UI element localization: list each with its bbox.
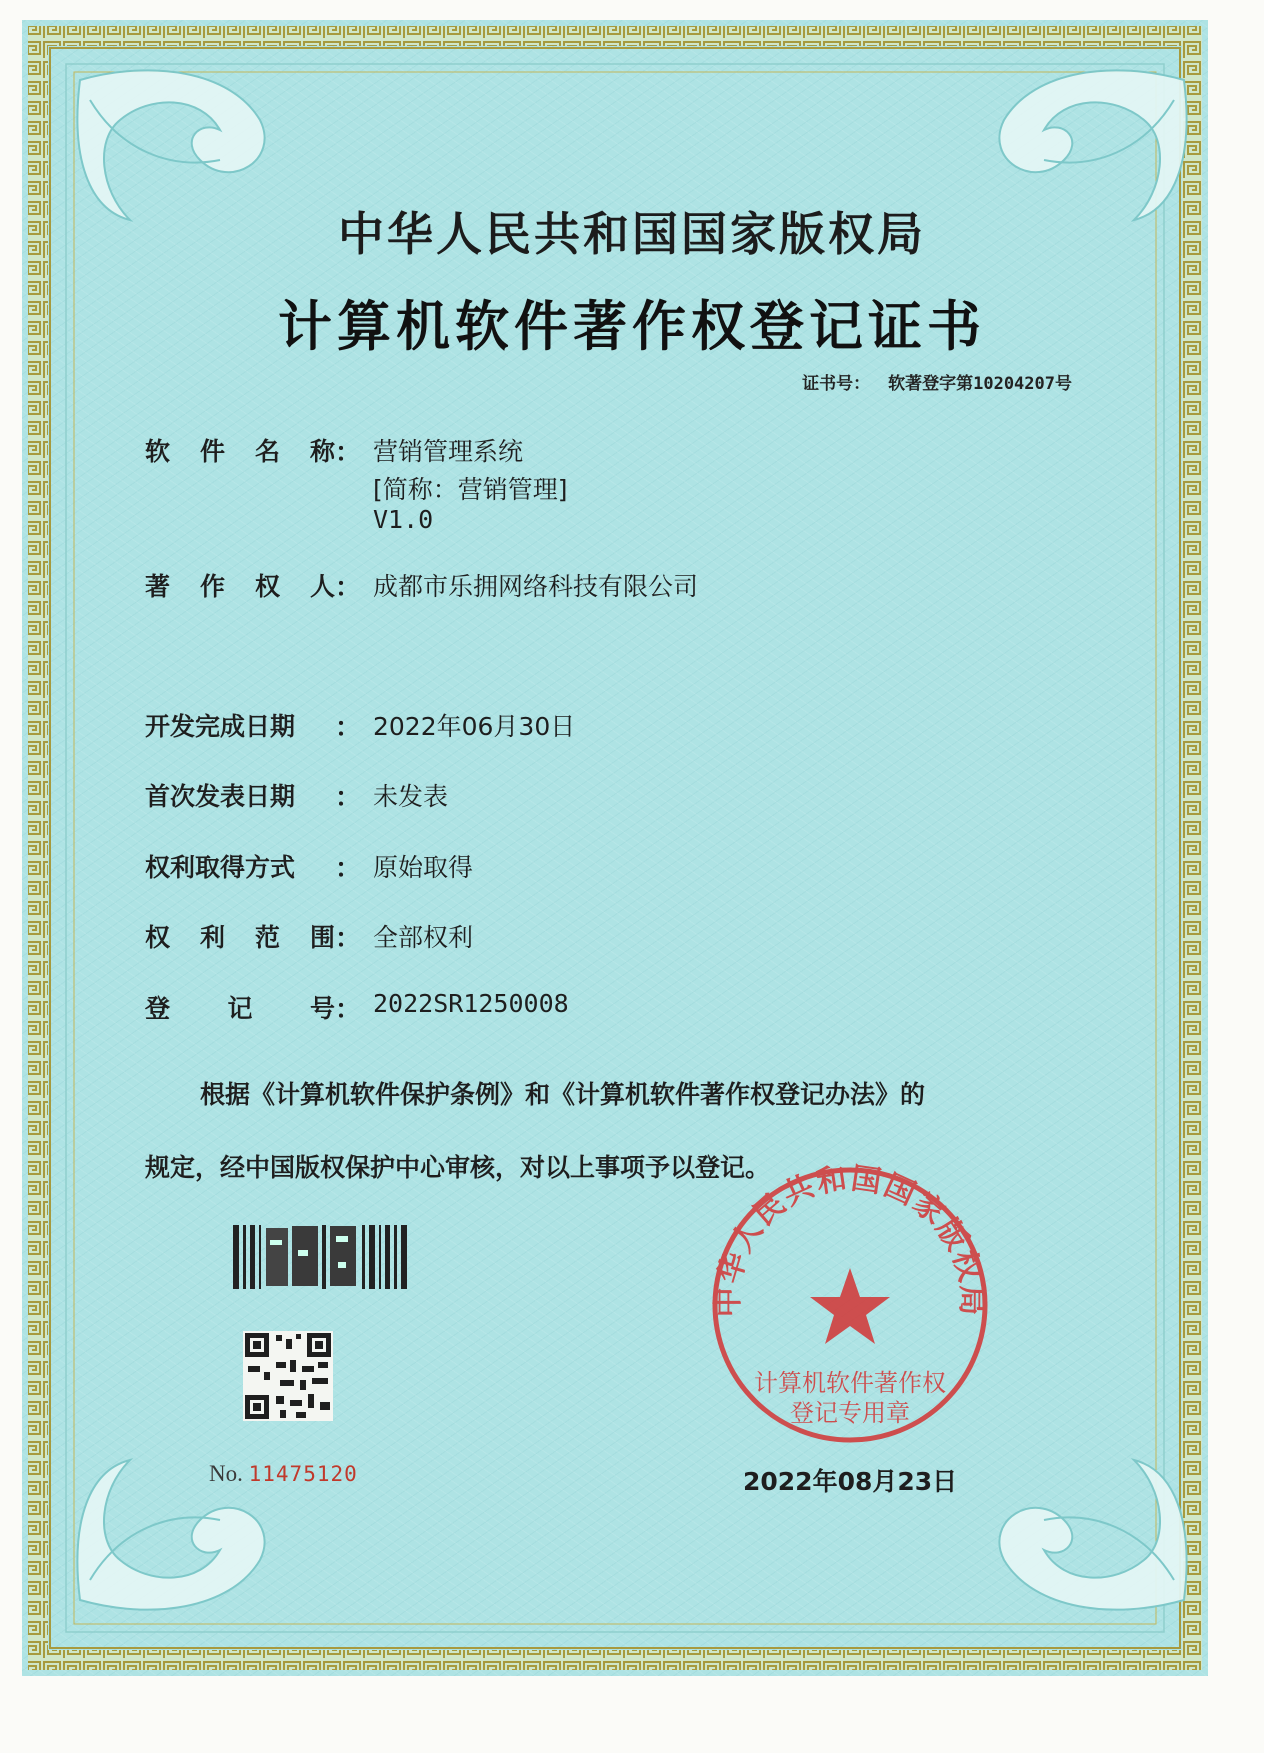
issue-date: 2022年08月23日 xyxy=(743,1467,958,1496)
software-name-value: 营销管理系统 xyxy=(373,437,524,466)
serial-number-value: 11475120 xyxy=(248,1462,358,1486)
acquisition-value: 原始取得 xyxy=(373,853,474,882)
serial-number-label: No. xyxy=(209,1461,243,1486)
publish-date-value: 未发表 xyxy=(373,782,449,811)
seal-inner-line-2: 登记专用章 xyxy=(790,1399,910,1427)
star-icon xyxy=(810,1268,890,1344)
completion-date-value: 2022年06月30日 xyxy=(373,712,576,741)
seal-inner-line-1: 计算机软件著作权 xyxy=(754,1369,946,1397)
short-name-value: [简称：营销管理] xyxy=(373,475,568,504)
field-label: 著 作 权 人 xyxy=(145,572,335,601)
seal-outer-text: 中华人民共和国国家版权局 xyxy=(710,1161,990,1318)
statement-line-1: 根据《计算机软件保护条例》和《计算机软件著作权登记办法》的 xyxy=(200,1080,926,1109)
qr-code-icon xyxy=(243,1331,333,1421)
registration-number-value: 2022SR1250008 xyxy=(373,989,569,1018)
certificate-number-value: 软著登字第10204207号 xyxy=(888,374,1072,394)
owner-value: 成都市乐拥网络科技有限公司 xyxy=(373,572,699,601)
serial-number xyxy=(209,1461,358,1487)
scope-value: 全部权利 xyxy=(373,923,474,952)
certificate-number-label: 证书号： xyxy=(802,374,871,394)
field-label: 首次发表日期 xyxy=(145,782,296,811)
statement-line-2: 规定，经中国版权保护中心审核，对以上事项予以登记。 xyxy=(145,1153,771,1182)
field-label: 权利取得方式 xyxy=(145,853,296,882)
field-label: 权 利 范 围 xyxy=(145,923,335,952)
field-label: 开发完成日期 xyxy=(145,712,296,741)
issuer-title: 中华人民共和国国家版权局 xyxy=(338,207,926,261)
field-label: 软 件 名 称 xyxy=(145,437,335,466)
barcode-icon xyxy=(233,1225,407,1289)
official-seal xyxy=(711,1161,989,1440)
certificate-title: 计算机软件著作权登记证书 xyxy=(278,295,986,358)
field-label: 登 记 号 xyxy=(145,994,335,1023)
version-value: V1.0 xyxy=(373,505,434,534)
